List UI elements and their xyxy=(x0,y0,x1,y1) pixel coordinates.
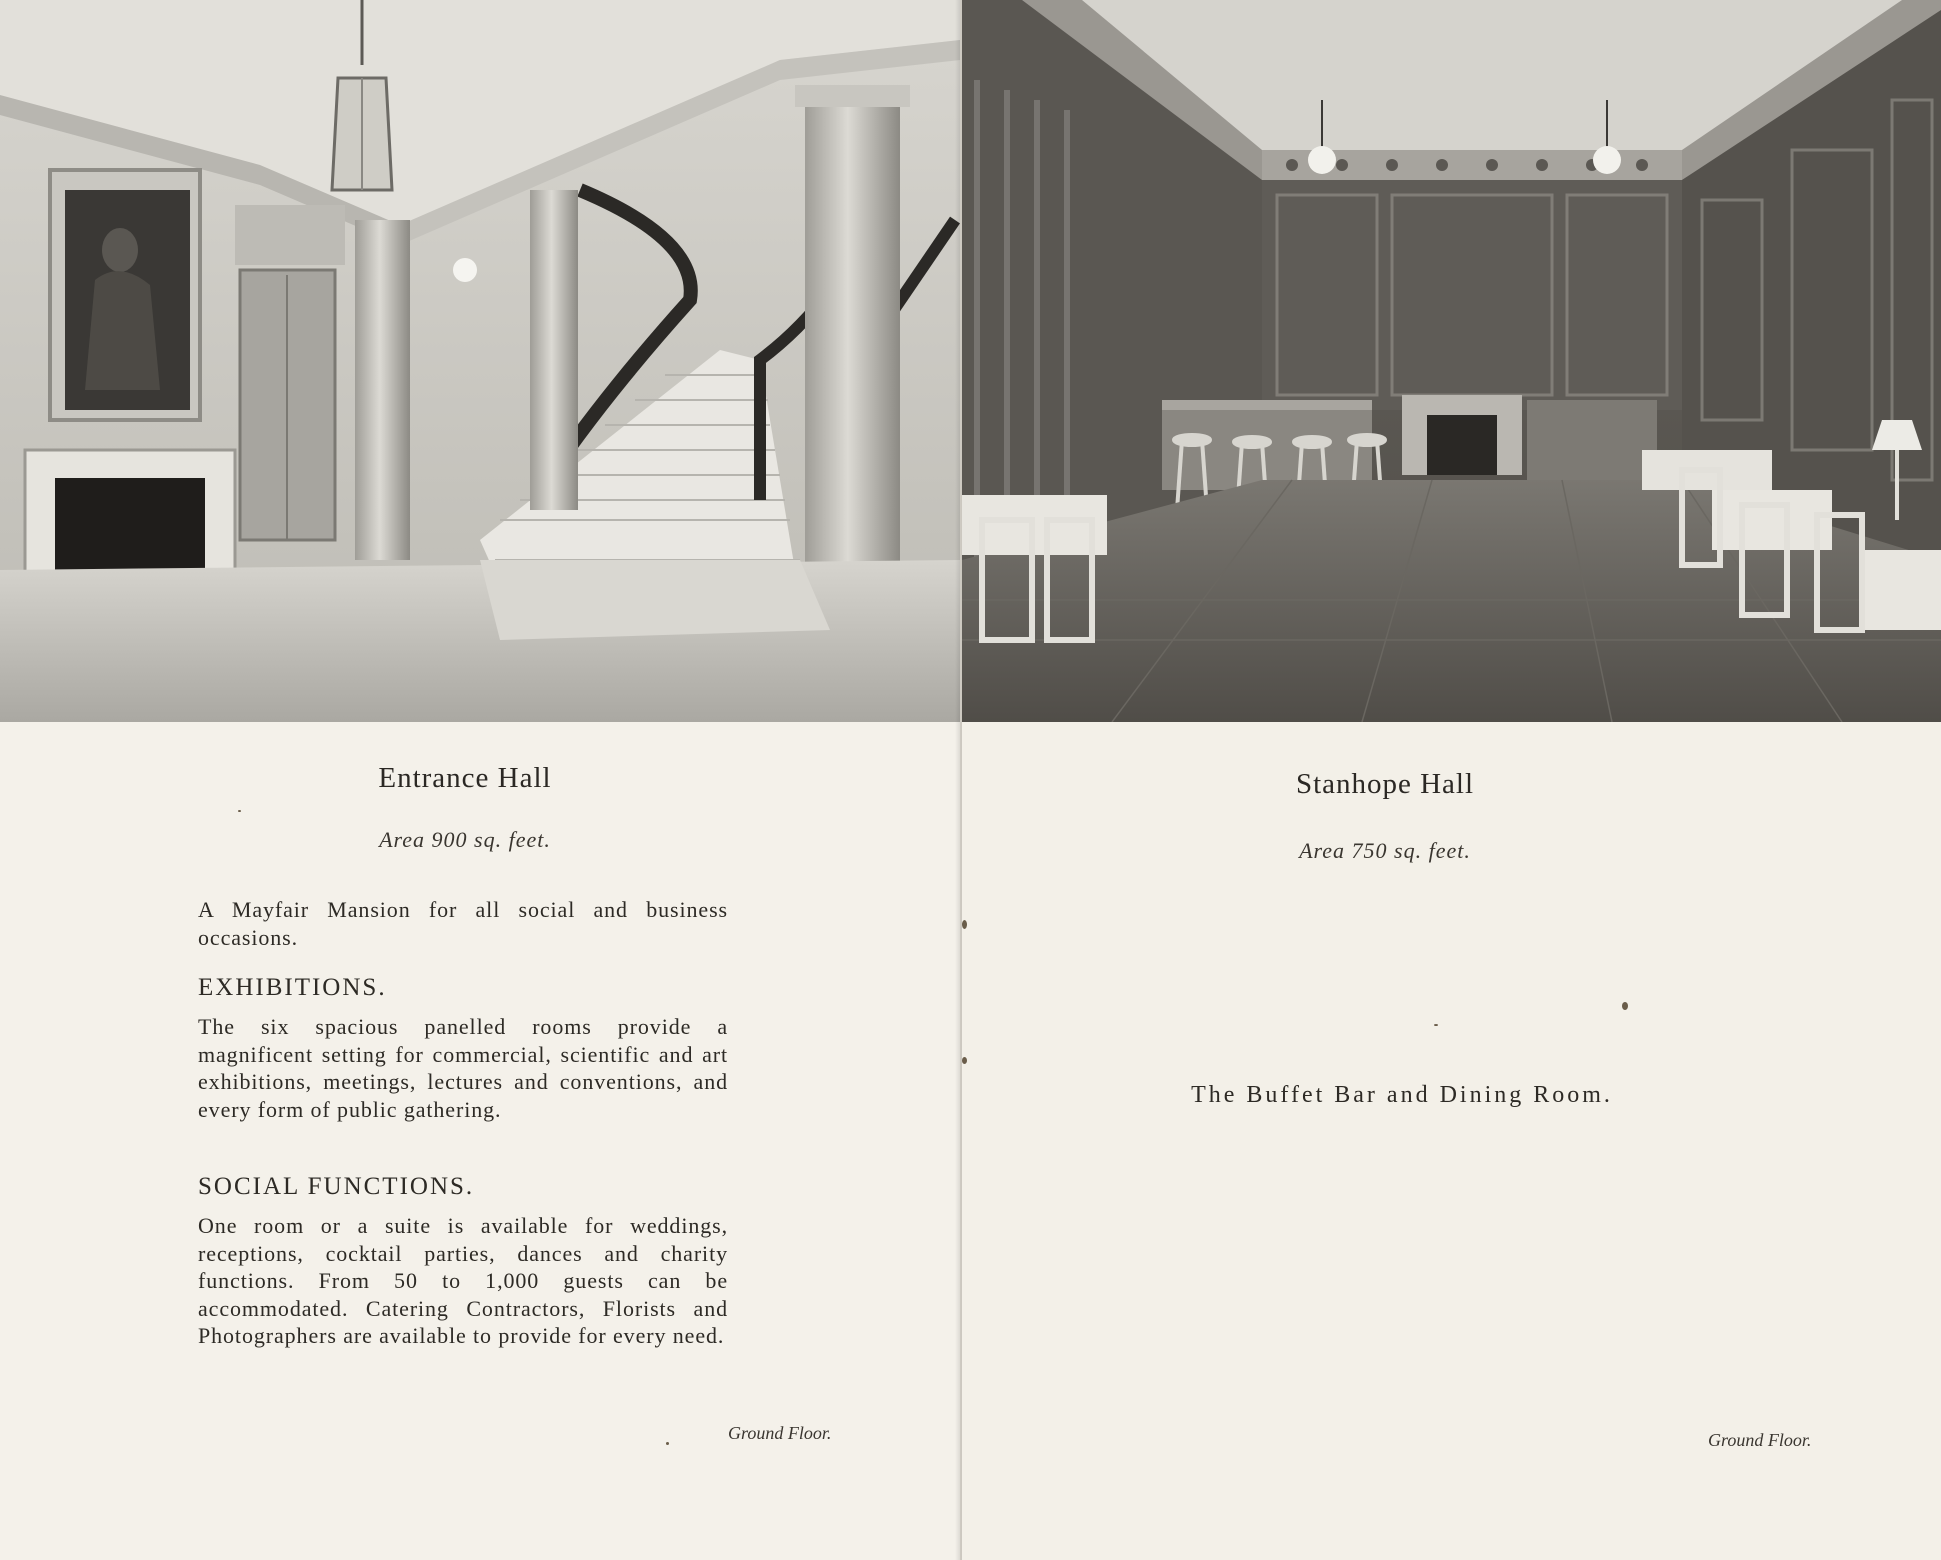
entrance-hall-photo xyxy=(0,0,960,722)
paper-speck xyxy=(1622,1002,1628,1010)
exhibitions-heading: EXHIBITIONS. xyxy=(198,974,387,1001)
entrance-hall-area: Area 900 sq. feet. xyxy=(379,827,551,852)
stanhope-hall-caption: The Buffet Bar and Dining Room. xyxy=(1191,1082,1613,1108)
right-floor-label: Ground Floor. xyxy=(1708,1430,1812,1450)
exhibitions-paragraph: The six spacious panelled rooms provide a magnificent setting for commercial, scientific and art exhibitions, meetings, lectures and conventions, and every form of public gathering. xyxy=(198,1014,728,1122)
intro-paragraph: A Mayfair Mansion for all social and business occasions. xyxy=(198,897,728,950)
binding-hole xyxy=(962,1057,967,1064)
right-page xyxy=(962,0,1941,1560)
paper-speck xyxy=(1434,1024,1438,1026)
stanhope-hall-title: Stanhope Hall xyxy=(1295,768,1475,800)
social-functions-heading: SOCIAL FUNCTIONS. xyxy=(198,1173,475,1200)
left-floor-label: Ground Floor. xyxy=(728,1423,832,1443)
paper-speck xyxy=(666,1442,669,1445)
binding-hole xyxy=(962,920,967,929)
left-page xyxy=(0,0,960,1560)
social-functions-paragraph: One room or a suite is available for weddings, receptions, cocktail parties, dances and charity functions. From 50 to 1,000 guests can be accommodated. Catering Contractors, Florists and Photographers are available to provide for every need. xyxy=(198,1213,728,1348)
paper-speck xyxy=(238,810,241,812)
stanhope-hall-area: Area 750 sq. feet. xyxy=(1299,838,1471,863)
stanhope-hall-photo xyxy=(962,0,1941,722)
entrance-hall-title: Entrance Hall xyxy=(378,762,552,794)
